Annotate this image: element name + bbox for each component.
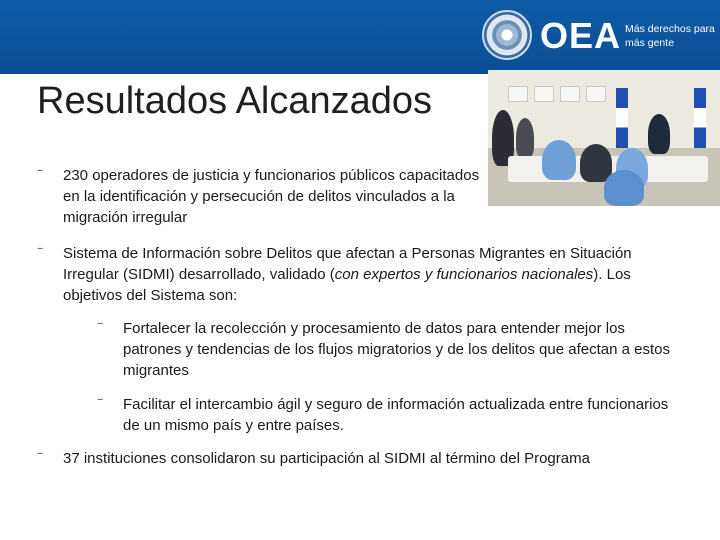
- bullet-marker: ‾: [98, 321, 103, 336]
- sub-bullet-information-exchange: ‾ Facilitar el intercambio ágil y seguro de información actualizada entre funcionarios de un mismo país y entre países.: [98, 396, 669, 434]
- bullet-marker: ‾: [98, 397, 103, 412]
- bullet-marker: ‾: [38, 246, 43, 261]
- bullet-institutions: ‾ 37 instituciones consolidaron su participación al SIDMI al término del Programa: [38, 450, 590, 467]
- bullet-operators-trained: ‾ 230 operadores de justicia y funcionarios públicos capacitados en la identificación y persecución de delitos vinculados a la migración irregular: [38, 167, 480, 226]
- bullet-marker: ‾: [38, 168, 43, 183]
- slide-title: Resultados Alcanzados: [37, 80, 433, 122]
- bullet-sidmi-system: ‾ Sistema de Información sobre Delitos que afectan a Personas Migrantes en Situación Irregular (SIDMI) desarrollado, validado (con expertos y funcionarios nacionales). Los objetivos del Sistema son:: [38, 245, 632, 304]
- oea-logo-text: OEA: [540, 15, 622, 56]
- sub-bullet-data-collection: ‾ Fortalecer la recolección y procesamiento de datos para entender mejor los patrones y tendencias de los flujos migratorios y de los delitos que afectan a estos migrantes: [98, 320, 670, 379]
- oea-tagline: Más derechos para más gente: [625, 23, 715, 49]
- bullet-marker: ‾: [38, 451, 43, 466]
